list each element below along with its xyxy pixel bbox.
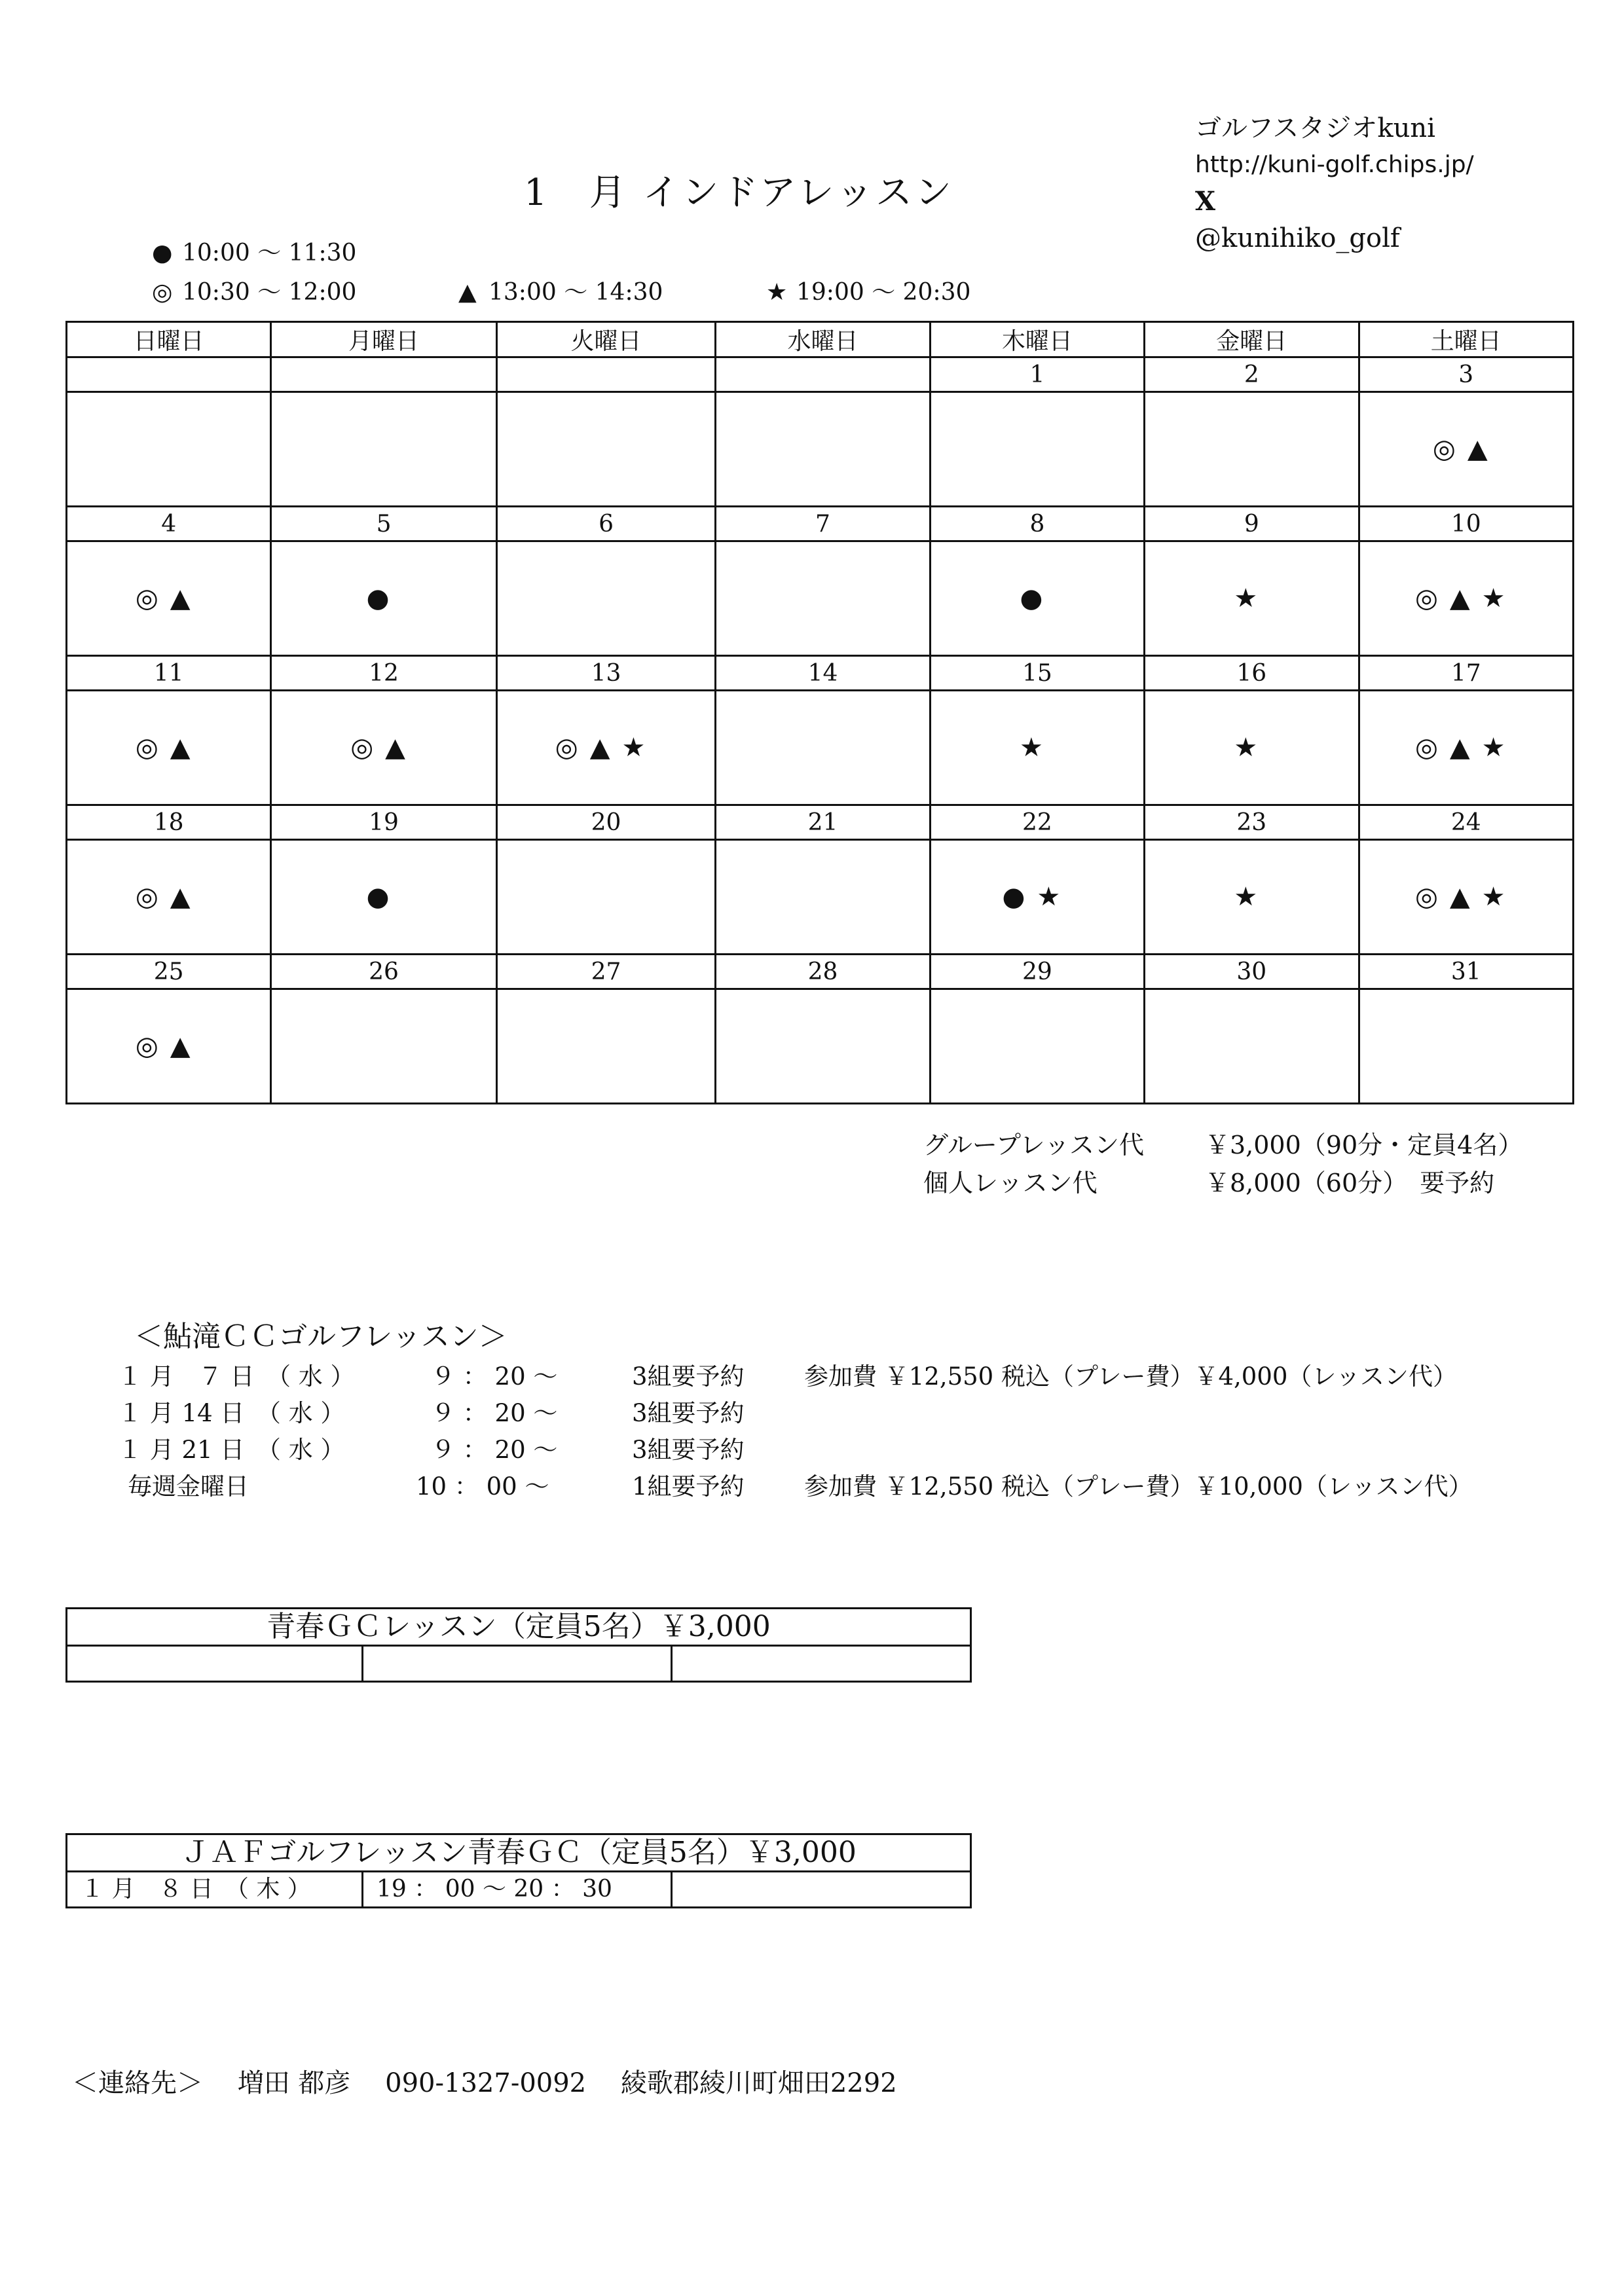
fee-info <box>923 1126 1522 1202</box>
ayutaki-reserve: 1組要予約 <box>632 1472 745 1501</box>
lesson-cell: ◎▲ <box>67 840 271 955</box>
date-cell: 24 <box>1359 805 1573 840</box>
lesson-cell <box>1145 989 1359 1104</box>
lesson-cell <box>716 840 930 955</box>
ayutaki-time: ９ ： 20 ～ <box>431 1362 558 1391</box>
date-cell: 21 <box>716 805 930 840</box>
legend-star-time: 19:00 ～ 20:30 <box>796 279 971 306</box>
weekday-tue: 火曜日 <box>496 322 715 357</box>
lesson-calendar <box>65 321 1574 1104</box>
seishun-gc-cell <box>363 1647 673 1681</box>
lesson-cell <box>716 541 930 656</box>
ayutaki-time: 10 ： 00 ～ <box>416 1472 549 1501</box>
weekday-fri: 金曜日 <box>1145 322 1359 357</box>
week-3-lessons <box>67 691 1574 805</box>
lesson-cell: ◎▲★ <box>1359 691 1573 805</box>
date-cell <box>271 357 497 392</box>
date-cell: 8 <box>930 507 1144 541</box>
jaf-lesson-date: １ 月 ８ 日 （ 木 ） <box>67 1872 363 1906</box>
seishun-gc-caption: 青春ＧＣレッスン（定員5名）￥3,000 <box>67 1609 970 1647</box>
lesson-cell <box>67 392 271 507</box>
ayutaki-date: １ 月 ７ 日 （ 水 ） <box>118 1362 355 1391</box>
lesson-cell: ★ <box>1145 541 1359 656</box>
date-cell: 3 <box>1359 357 1573 392</box>
studio-url[interactable]: http://kuni-golf.chips.jp/ <box>1195 151 1474 178</box>
legend-double-circle <box>152 274 356 307</box>
contact-info <box>72 2062 923 2100</box>
lesson-cell: ★ <box>1145 691 1359 805</box>
date-cell: 19 <box>271 805 497 840</box>
lesson-cell <box>271 392 497 507</box>
jaf-lesson-caption: ＪＡＦゴルフレッスン青春ＧＣ（定員5名）￥3,000 <box>67 1835 970 1872</box>
date-cell <box>67 357 271 392</box>
lesson-cell <box>1145 392 1359 507</box>
lesson-cell: ◎▲★ <box>1359 840 1573 955</box>
group-fee-row <box>923 1126 1522 1164</box>
private-fee-label: 個人レッスン代 <box>923 1169 1098 1197</box>
date-cell: 6 <box>496 507 715 541</box>
lesson-cell: ◎▲★ <box>496 691 715 805</box>
date-cell: 25 <box>67 955 271 989</box>
lesson-cell: ★ <box>1145 840 1359 955</box>
jaf-lesson-time: 19 ： 00 ～ 20 ： 30 <box>363 1872 673 1906</box>
ayutaki-reserve: 3組要予約 <box>632 1362 745 1391</box>
lesson-cell: ◎▲ <box>271 691 497 805</box>
private-fee-row <box>923 1164 1522 1202</box>
ayutaki-heading: ＜鮎滝ＣＣゴルフレッスン＞ <box>134 1320 507 1353</box>
week-2-lessons <box>67 541 1574 656</box>
date-cell: 29 <box>930 955 1144 989</box>
date-cell: 10 <box>1359 507 1573 541</box>
date-cell: 7 <box>716 507 930 541</box>
ayutaki-date: １ 月 21 日 （ 水 ） <box>118 1436 345 1464</box>
ayutaki-fee: 参加費 ￥12,550 税込（プレー費）￥4,000（レッスン代） <box>804 1362 1458 1391</box>
x-label: X <box>1195 186 1216 217</box>
seishun-gc-cell <box>673 1647 970 1681</box>
weekday-wed: 水曜日 <box>716 322 930 357</box>
legend-double-circle-time: 10:30 ～ 12:00 <box>182 279 357 306</box>
date-cell: 18 <box>67 805 271 840</box>
date-cell: 5 <box>271 507 497 541</box>
lesson-cell: ◎▲★ <box>1359 541 1573 656</box>
week-2-dates <box>67 507 1574 541</box>
lesson-cell: ● <box>930 541 1144 656</box>
group-fee-label: グループレッスン代 <box>923 1131 1145 1159</box>
ayutaki-time: ９ ： 20 ～ <box>431 1399 558 1427</box>
filled-circle-icon: ● <box>152 240 173 266</box>
ayutaki-date: 毎週金曜日 <box>128 1472 249 1501</box>
week-1-dates <box>67 357 1574 392</box>
weekday-header-row <box>67 322 1574 357</box>
x-handle[interactable]: @kunihiko_golf <box>1195 223 1400 253</box>
seishun-gc-cell <box>67 1647 363 1681</box>
date-cell: 1 <box>930 357 1144 392</box>
lesson-cell <box>496 541 715 656</box>
lesson-cell <box>930 989 1144 1104</box>
contact-name: 増田 都彦 <box>237 2068 351 2098</box>
weekday-thu: 木曜日 <box>930 322 1144 357</box>
week-5-lessons <box>67 989 1574 1104</box>
date-cell: 2 <box>1145 357 1359 392</box>
studio-info <box>1195 110 1474 257</box>
date-cell <box>716 357 930 392</box>
lesson-cell <box>716 691 930 805</box>
double-circle-icon: ◎ <box>152 279 173 306</box>
seishun-gc-table <box>65 1607 972 1683</box>
ayutaki-fee: 参加費 ￥12,550 税込（プレー費）￥10,000（レッスン代） <box>804 1472 1473 1501</box>
date-cell: 4 <box>67 507 271 541</box>
date-cell: 20 <box>496 805 715 840</box>
legend-circle <box>152 234 356 268</box>
date-cell <box>496 357 715 392</box>
lesson-cell: ◎▲ <box>1359 392 1573 507</box>
date-cell: 13 <box>496 656 715 691</box>
triangle-icon: ▲ <box>458 279 477 306</box>
lesson-cell: ◎▲ <box>67 691 271 805</box>
date-cell: 15 <box>930 656 1144 691</box>
week-1-lessons <box>67 392 1574 507</box>
lesson-cell <box>716 392 930 507</box>
lesson-cell <box>496 840 715 955</box>
group-fee-value: ￥3,000（90分・定員4名） <box>1205 1131 1523 1159</box>
date-cell: 17 <box>1359 656 1573 691</box>
lesson-cell <box>271 989 497 1104</box>
date-cell: 30 <box>1145 955 1359 989</box>
lesson-cell: ● <box>271 541 497 656</box>
date-cell: 11 <box>67 656 271 691</box>
legend-triangle <box>458 274 663 307</box>
lesson-cell: ● <box>271 840 497 955</box>
contact-label: ＜連絡先＞ <box>72 2068 203 2098</box>
studio-name: ゴルフスタジオkuni <box>1195 113 1435 143</box>
date-cell: 27 <box>496 955 715 989</box>
date-cell: 31 <box>1359 955 1573 989</box>
lesson-cell <box>930 392 1144 507</box>
jaf-lesson-row <box>67 1872 970 1906</box>
lesson-cell <box>716 989 930 1104</box>
date-cell: 12 <box>271 656 497 691</box>
private-fee-value: ￥8,000（60分） 要予約 <box>1205 1169 1495 1197</box>
week-5-dates <box>67 955 1574 989</box>
date-cell: 23 <box>1145 805 1359 840</box>
ayutaki-reserve: 3組要予約 <box>632 1399 745 1427</box>
legend-star <box>766 274 970 307</box>
star-icon: ★ <box>766 279 788 306</box>
ayutaki-date: １ 月 14 日 （ 水 ） <box>118 1399 345 1427</box>
seishun-gc-row <box>67 1647 970 1681</box>
date-cell: 16 <box>1145 656 1359 691</box>
weekday-mon: 月曜日 <box>271 322 497 357</box>
legend-triangle-time: 13:00 ～ 14:30 <box>489 279 663 306</box>
ayutaki-reserve: 3組要予約 <box>632 1436 745 1464</box>
jaf-lesson-cell <box>673 1872 970 1906</box>
date-cell: 14 <box>716 656 930 691</box>
date-cell: 9 <box>1145 507 1359 541</box>
date-cell: 26 <box>271 955 497 989</box>
lesson-cell: ◎▲ <box>67 541 271 656</box>
date-cell: 28 <box>716 955 930 989</box>
page-title: 1 月 インドアレッスン <box>524 172 954 214</box>
lesson-cell: ★ <box>930 691 1144 805</box>
weekday-sun: 日曜日 <box>67 322 271 357</box>
date-cell: 22 <box>930 805 1144 840</box>
lesson-cell: ●★ <box>930 840 1144 955</box>
lesson-cell <box>496 392 715 507</box>
contact-address: 綾歌郡綾川町畑田2292 <box>620 2068 897 2098</box>
week-4-dates <box>67 805 1574 840</box>
ayutaki-time: ９ ： 20 ～ <box>431 1436 558 1464</box>
contact-phone[interactable]: 090-1327-0092 <box>385 2068 587 2098</box>
jaf-lesson-table <box>65 1833 972 1908</box>
lesson-cell <box>1359 989 1573 1104</box>
weekday-sat: 土曜日 <box>1359 322 1573 357</box>
lesson-cell: ◎▲ <box>67 989 271 1104</box>
week-4-lessons <box>67 840 1574 955</box>
lesson-cell <box>496 989 715 1104</box>
legend-circle-time: 10:00 ～ 11:30 <box>182 240 357 266</box>
week-3-dates <box>67 656 1574 691</box>
